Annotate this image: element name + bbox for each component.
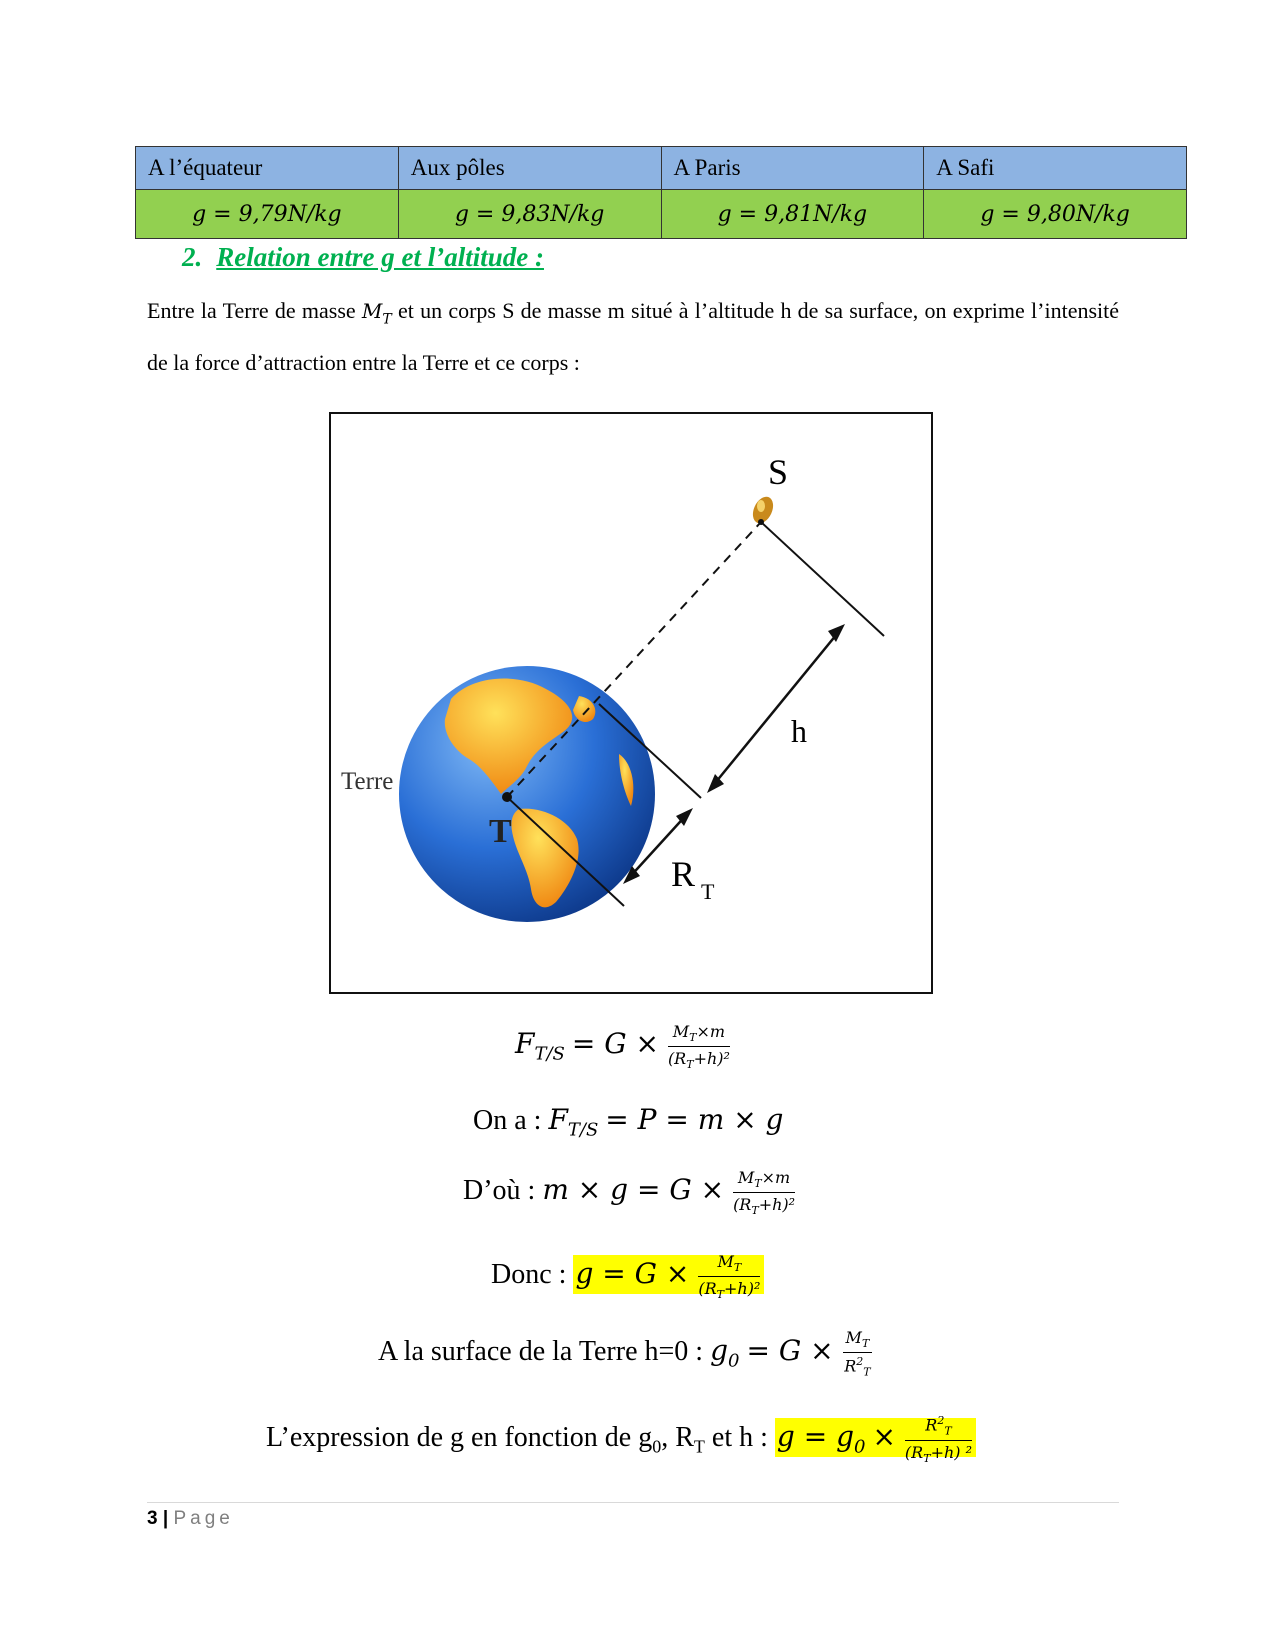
label-R-sub: T [701,879,715,904]
label-R: R [671,854,696,894]
header-paris: A Paris [661,147,924,190]
altitude-arrow-head-top [828,624,845,642]
highlighted-formula: g = G × $\frac{M_T}{(R_T+h)^2}$ [573,1255,764,1294]
label-h: h [791,713,807,749]
value-safi: g = 9,80N/kg [924,190,1187,239]
earth-diagram [329,412,933,994]
label-S: S [768,452,789,492]
earth-center-point [502,792,512,802]
footer-separator: | [162,1508,169,1529]
equation-equality: D’où : m × g = G × $\frac{M_T\times m}{(R_T+h)^2}$ [463,1168,796,1218]
earth-globe-icon [399,666,655,922]
equation-g-altitude: Donc : g = G × $\frac{M_T}{(R_T+h)^2}$ [491,1252,764,1301]
page-number: 3 [147,1508,158,1529]
equation-force: $F_{T/S} = G$ × $\frac{M_T\times m}{(R_T+h)^2}$ [515,1022,730,1072]
section-heading [182,242,544,273]
header-equateur: A l’équateur [136,147,399,190]
value-equateur: g = 9,79N/kg [136,190,399,239]
satellite-icon [749,494,777,527]
label-terre: Terre [341,768,394,795]
highlighted-final-formula: $g = g_0$ × $\frac{R^2_T}{(R_T+h) ^2}$ [775,1418,976,1457]
altitude-dimension-arrow [711,629,841,788]
table-header-row [136,147,1187,190]
section-title: Relation entre g et l’altitude : [216,242,544,272]
footer-divider [147,1502,1119,1503]
satellite-guide-line [761,522,884,636]
equation-weight: On a : $F_{T/S} = P = m \times g$ [473,1103,784,1141]
header-poles: Aux pôles [398,147,661,190]
page-label: Page [173,1508,234,1529]
table-value-row [136,190,1187,239]
value-poles: g = 9,83N/kg [398,190,661,239]
earth-diagram-svg [331,414,931,992]
equation-g-function-g0: L’expression de g en fonction de $g_0$, $R_T$ et h : $g = g_0$ × $\frac{R^2_T}{(R_T+h) ^2}$ [266,1414,976,1465]
value-paris: g = 9,81N/kg [661,190,924,239]
equation-g0: A la surface de la Terre h=0 : $g_0 = G$ × $\frac{M_T}{R^2_T}$ [378,1328,871,1379]
label-T: T [489,813,512,850]
header-safi: A Safi [924,147,1187,190]
intro-paragraph: Entre la Terre de masse $M_T$ et un corps S de masse m situé à l’altitude h de sa surface, on exprime l’intensité de la force d’attraction entre la Terre et ce corps : [147,298,1120,376]
section-number: 2. [182,242,203,272]
page-footer [147,1508,234,1530]
gravity-values-table [135,146,1187,239]
